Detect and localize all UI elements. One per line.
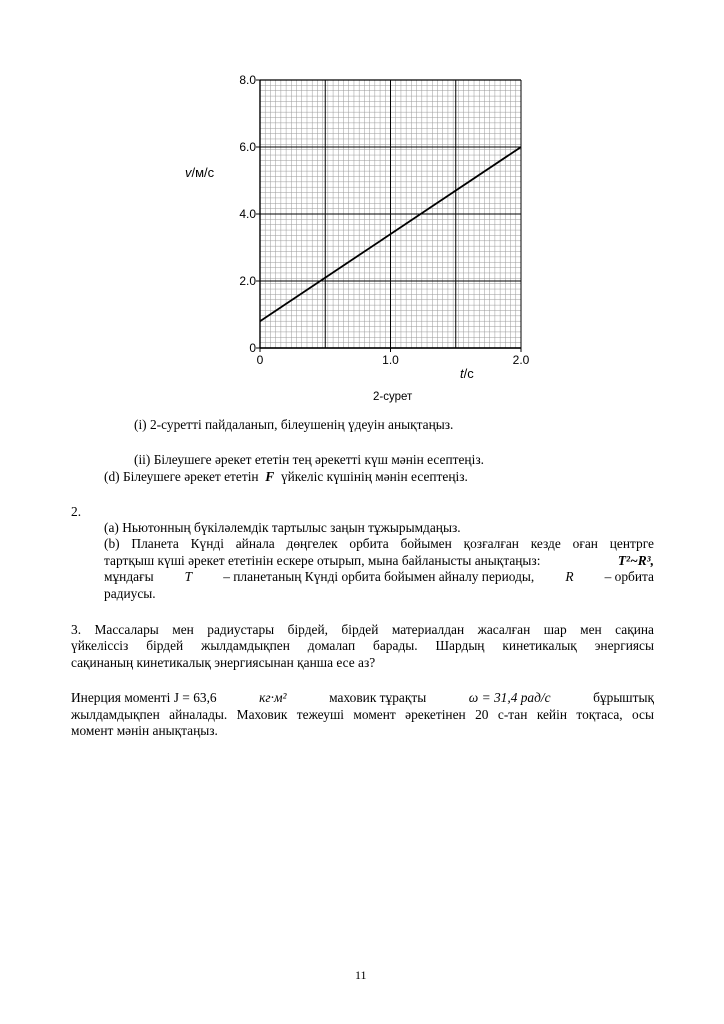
problem-3-line1: 3. Массалары мен радиустары бірдей, бірдей материалдан жасалған шар мен сақина	[71, 622, 654, 637]
y-tick-label: 8.0	[239, 73, 256, 87]
problem-4-line3: момент мәнін анықтаңыз.	[71, 723, 218, 738]
y-tick-label: 4.0	[239, 207, 256, 221]
problem-2-number: 2.	[71, 504, 82, 519]
force-symbol: F	[265, 469, 275, 484]
y-tick-label: 0	[249, 341, 256, 355]
velocity-time-chart	[0, 0, 724, 420]
problem-2-b-line1: (b) Планета Күнді айнала дөңгелек орбита бойымен қозғалған кезде оған центрге	[104, 536, 654, 551]
problem-2-b-line3: мұндағы T – планетаның Күнді орбита бойымен айналу периоды, R – орбита	[104, 569, 654, 584]
problem-3-line3: сақинаның кинетикалық энергиясынан қанша есе аз?	[71, 655, 376, 670]
figure-caption: 2-сурет	[373, 391, 413, 403]
problem-2-a: (a) Ньютонның бүкіләлемдік тартылыс заңын тұжырымдаңыз.	[104, 520, 461, 535]
y-axis-unit: /м/с	[191, 165, 215, 180]
x-tick-label: 1.0	[382, 353, 399, 367]
question-ii: (ii) Білеушеге әрекет ететін тең әрекетті күш мәнін есептеңіз.	[134, 452, 484, 467]
y-tick-label: 2.0	[239, 274, 256, 288]
y-tick-label: 6.0	[239, 140, 256, 154]
kepler-formula: T²~R³,	[617, 553, 654, 568]
x-tick-label: 0	[256, 353, 264, 367]
x-axis-label	[460, 366, 474, 381]
problem-2-b-line2: тартқыш күші әрекет ететінін ескере отырып, мына байланысты анықтаңыз: T²~R³,	[104, 553, 654, 568]
y-tick-labels	[239, 73, 260, 355]
question-i: (i) 2-суретті пайдаланып, білеушенің үдеуін анықтаңыз.	[134, 417, 454, 432]
problem-4-line1: Инерция моменті J = 63,6 кг·м² маховик тұрақты ω = 31,4 рад/с бұрыштық	[71, 690, 654, 705]
y-axis-variable: v	[185, 165, 192, 180]
major-grid	[260, 80, 521, 348]
y-axis-label	[185, 165, 214, 180]
x-tick-label: 2.0	[512, 353, 530, 367]
inertia-unit: кг·м²	[259, 690, 287, 705]
problem-3-line2: үйкеліссіз бірдей жылдамдықпен домалап барады. Шардың кинетикалық энергиясы	[71, 638, 654, 653]
angular-velocity: ω = 31,4 рад/с	[468, 690, 551, 705]
problem-2-b-line4: радиусы.	[104, 586, 156, 601]
question-d: (d) Білеушеге әрекет ететін F үйкеліс күшінің мәнін есептеңіз.	[104, 469, 468, 484]
x-tick-labels	[257, 348, 530, 367]
problem-4-line2: жылдамдықпен айналады. Маховик тежеуші момент әрекетінен 20 с-тан кейін тоқтаса, осы	[71, 707, 654, 722]
page-number: 11	[355, 968, 367, 982]
x-axis-variable: t	[460, 366, 464, 381]
x-axis-unit: /с	[463, 366, 474, 381]
